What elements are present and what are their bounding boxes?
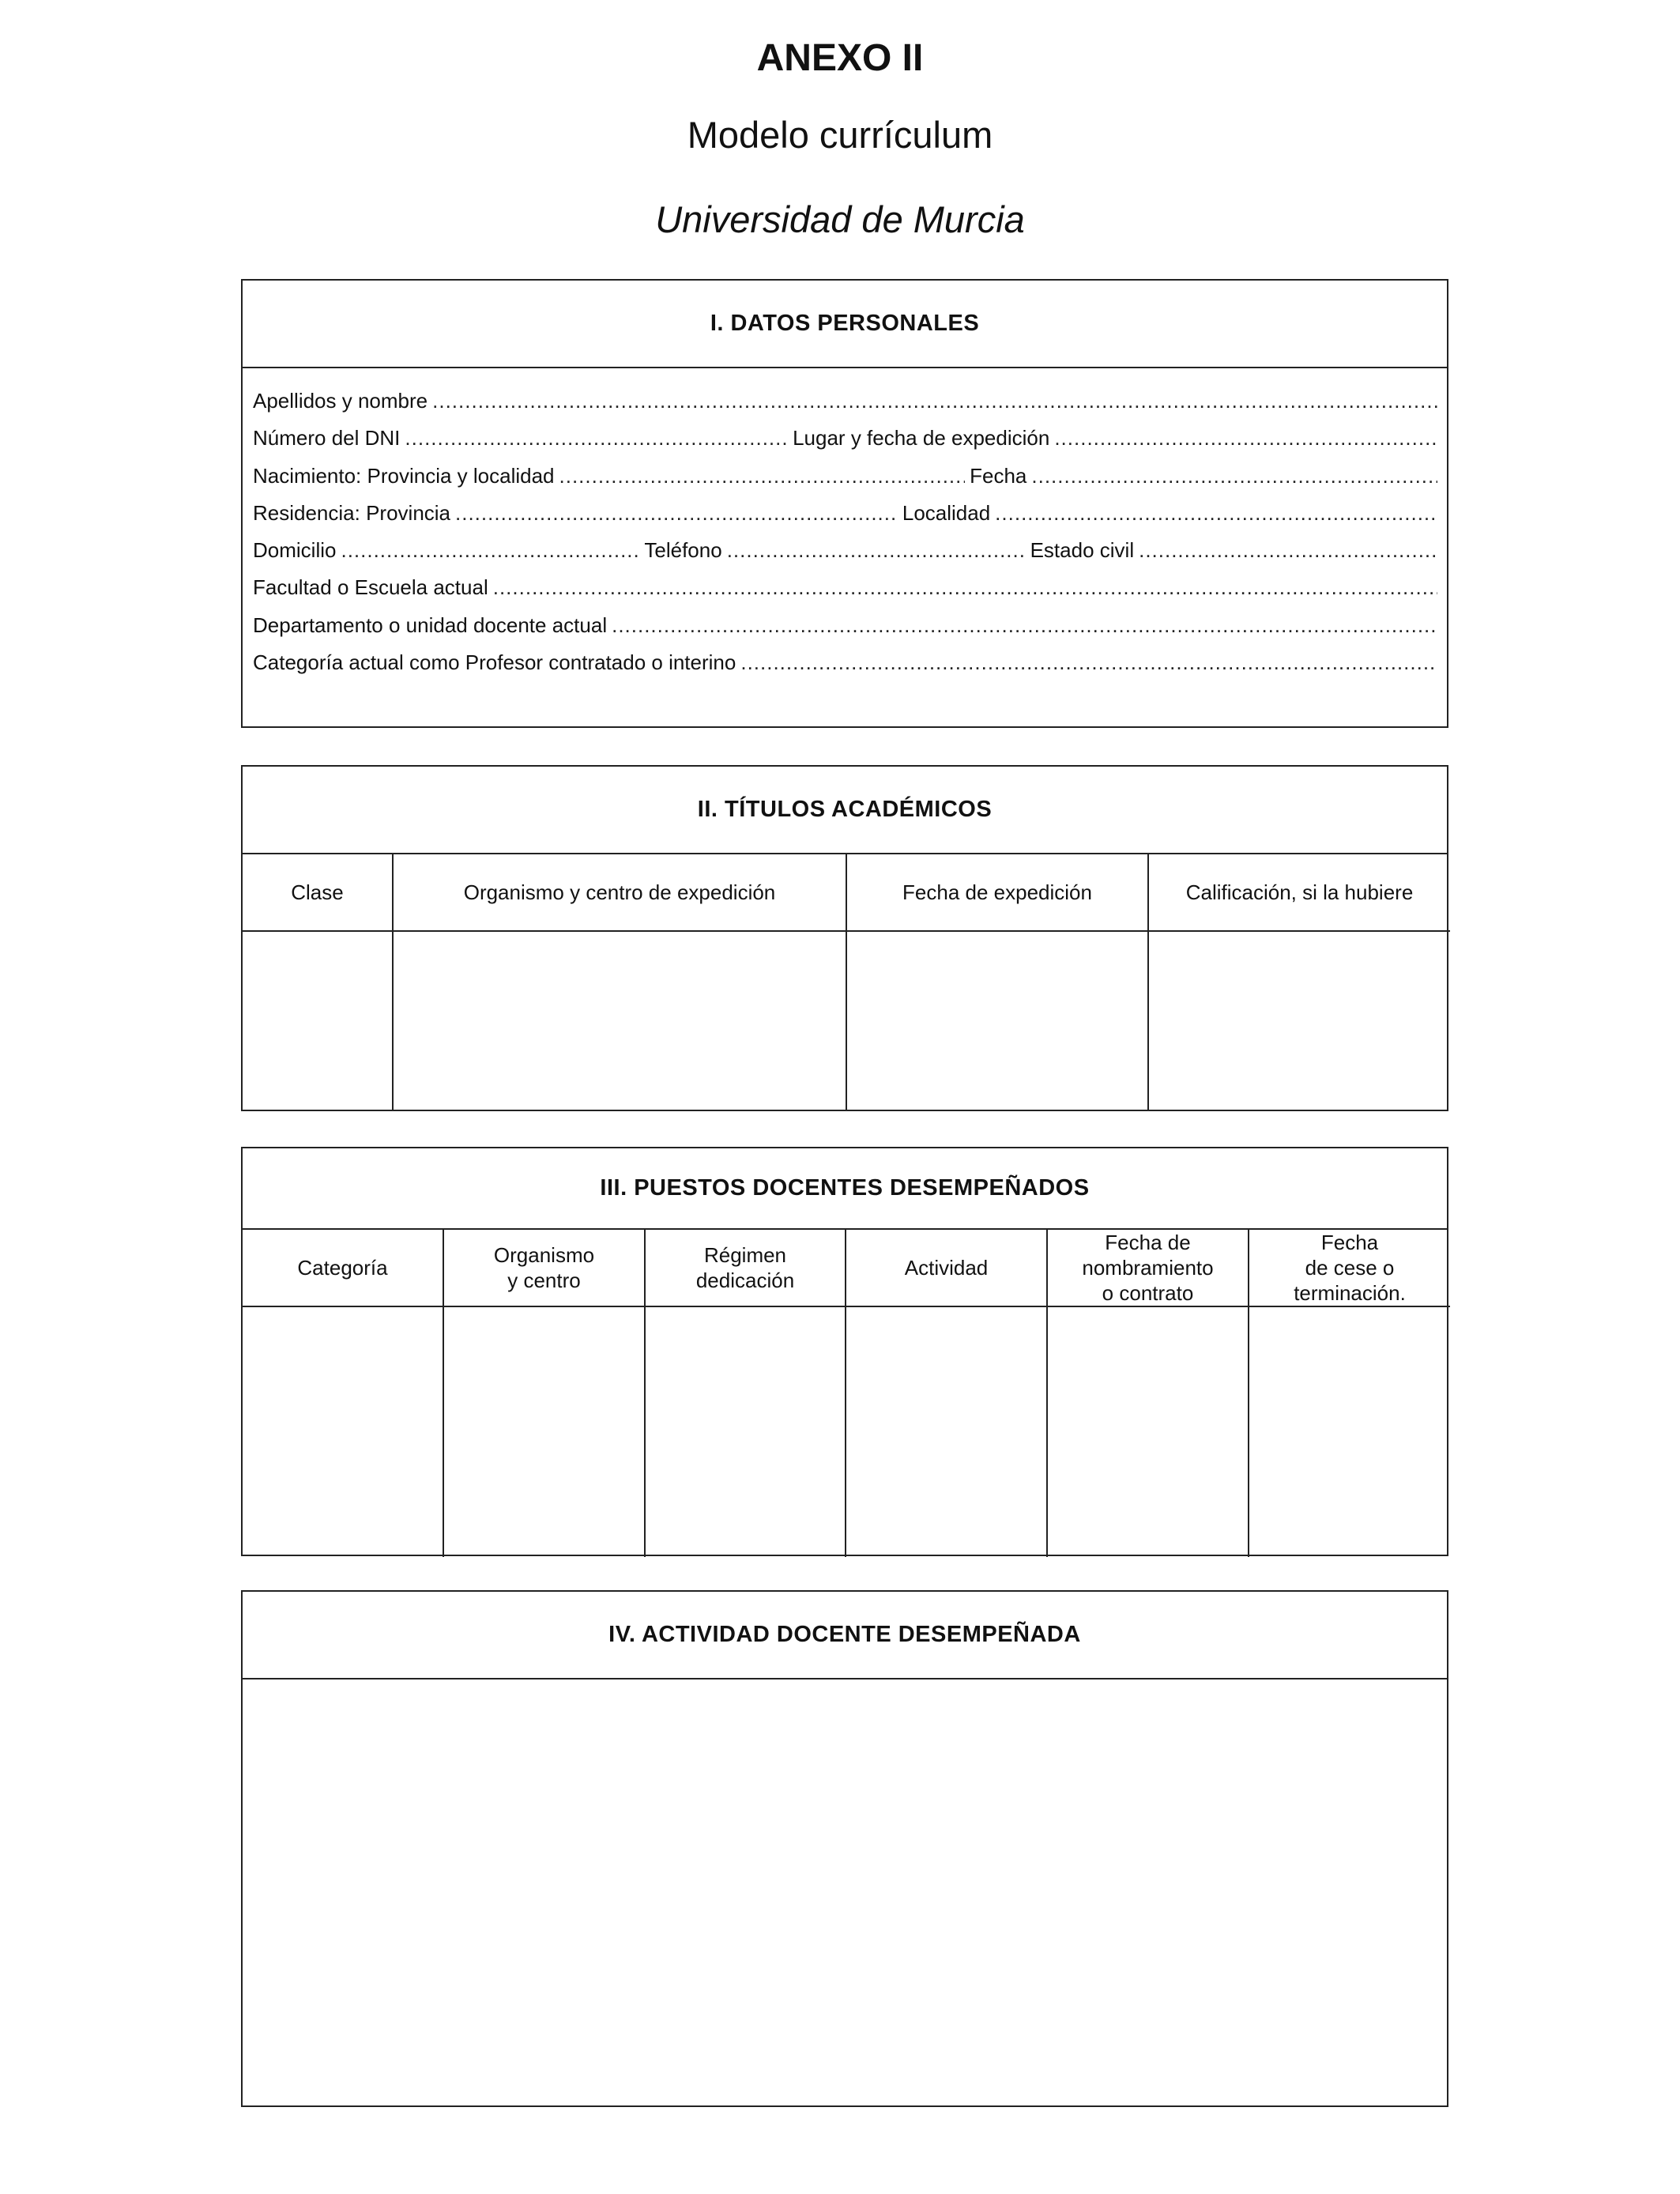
field-label: Estado civil [1030,538,1135,563]
section-actividad-docente [241,1590,1448,2107]
puestos-table [243,1230,1450,1557]
field-label: Lugar y fecha de expedición [793,426,1050,450]
fill-in-dots[interactable] [1031,464,1437,488]
table-cell[interactable] [443,1306,645,1557]
section-datos-personales [241,279,1448,728]
field-line [243,613,1447,650]
table-cell[interactable] [1249,1306,1450,1557]
section-heading: II. TÍTULOS ACADÉMICOS [243,767,1447,854]
table-cell[interactable] [393,931,846,1110]
column-header-actividad: Actividad [846,1230,1047,1306]
fill-in-dots[interactable] [740,650,1437,675]
document-subtitle: Modelo currículum [687,114,993,156]
fill-in-dots[interactable] [341,538,639,563]
field-label: Localidad [902,500,991,525]
table-cell[interactable] [243,931,393,1110]
column-header-clase: Clase [243,854,393,931]
section-heading: IV. ACTIVIDAD DOCENTE DESEMPEÑADA [243,1592,1447,1679]
fill-in-dots[interactable] [612,613,1437,638]
field-label: Teléfono [644,538,722,563]
column-header-fecha: Fecha de expedición [846,854,1148,931]
field-line [243,464,1447,501]
column-header-calificacion: Calificación, si la hubiere [1148,854,1450,931]
column-header-regimen: Régimen dedicación [645,1230,846,1306]
field-line [243,538,1447,575]
column-header-fecha-cese: Fecha de cese o terminación. [1249,1230,1450,1306]
field-label: Apellidos y nombre [253,389,428,413]
table-cell[interactable] [846,931,1148,1110]
fill-in-dots[interactable] [493,575,1437,600]
fill-in-dots[interactable] [559,464,966,488]
field-line [243,389,1447,426]
table-cell[interactable] [1148,931,1450,1110]
fill-in-dots[interactable] [1139,538,1437,563]
fill-in-dots[interactable] [727,538,1026,563]
table-cell[interactable] [243,1306,443,1557]
field-label: Departamento o unidad docente actual [253,613,608,637]
personal-data-fields [243,368,1447,688]
field-label: Residencia: Provincia [253,500,451,525]
table-cell[interactable] [1047,1306,1249,1557]
field-label: Número del DNI [253,426,401,450]
fill-in-dots[interactable] [455,501,898,526]
column-header-categoria: Categoría [243,1230,443,1306]
field-line [243,650,1447,688]
section-titulos-academicos [241,765,1448,1111]
fill-in-dots[interactable] [995,501,1437,526]
titulos-table [243,854,1450,1110]
field-line [243,501,1447,538]
section-heading: I. DATOS PERSONALES [243,281,1447,368]
field-line [243,426,1447,463]
fill-in-dots[interactable] [1054,426,1437,450]
table-cell[interactable] [846,1306,1047,1557]
field-label: Categoría actual como Profesor contratado o interino [253,650,736,675]
fill-in-dots[interactable] [432,389,1437,413]
actividad-text-area[interactable] [243,1679,1447,2105]
field-label: Domicilio [253,538,337,563]
section-puestos-docentes [241,1147,1448,1556]
document-title: ANEXO II [756,37,924,79]
field-label: Fecha [970,463,1027,488]
column-header-organismo: Organismo y centro de expedición [393,854,846,931]
field-line [243,575,1447,613]
column-header-organismo: Organismo y centro [443,1230,645,1306]
fill-in-dots[interactable] [405,426,788,450]
university-name: Universidad de Murcia [655,198,1025,240]
section-heading: III. PUESTOS DOCENTES DESEMPEÑADOS [243,1148,1447,1230]
column-header-fecha-nombramiento: Fecha de nombramiento o contrato [1047,1230,1249,1306]
table-cell[interactable] [645,1306,846,1557]
field-label: Facultad o Escuela actual [253,575,488,600]
field-label: Nacimiento: Provincia y localidad [253,463,555,488]
